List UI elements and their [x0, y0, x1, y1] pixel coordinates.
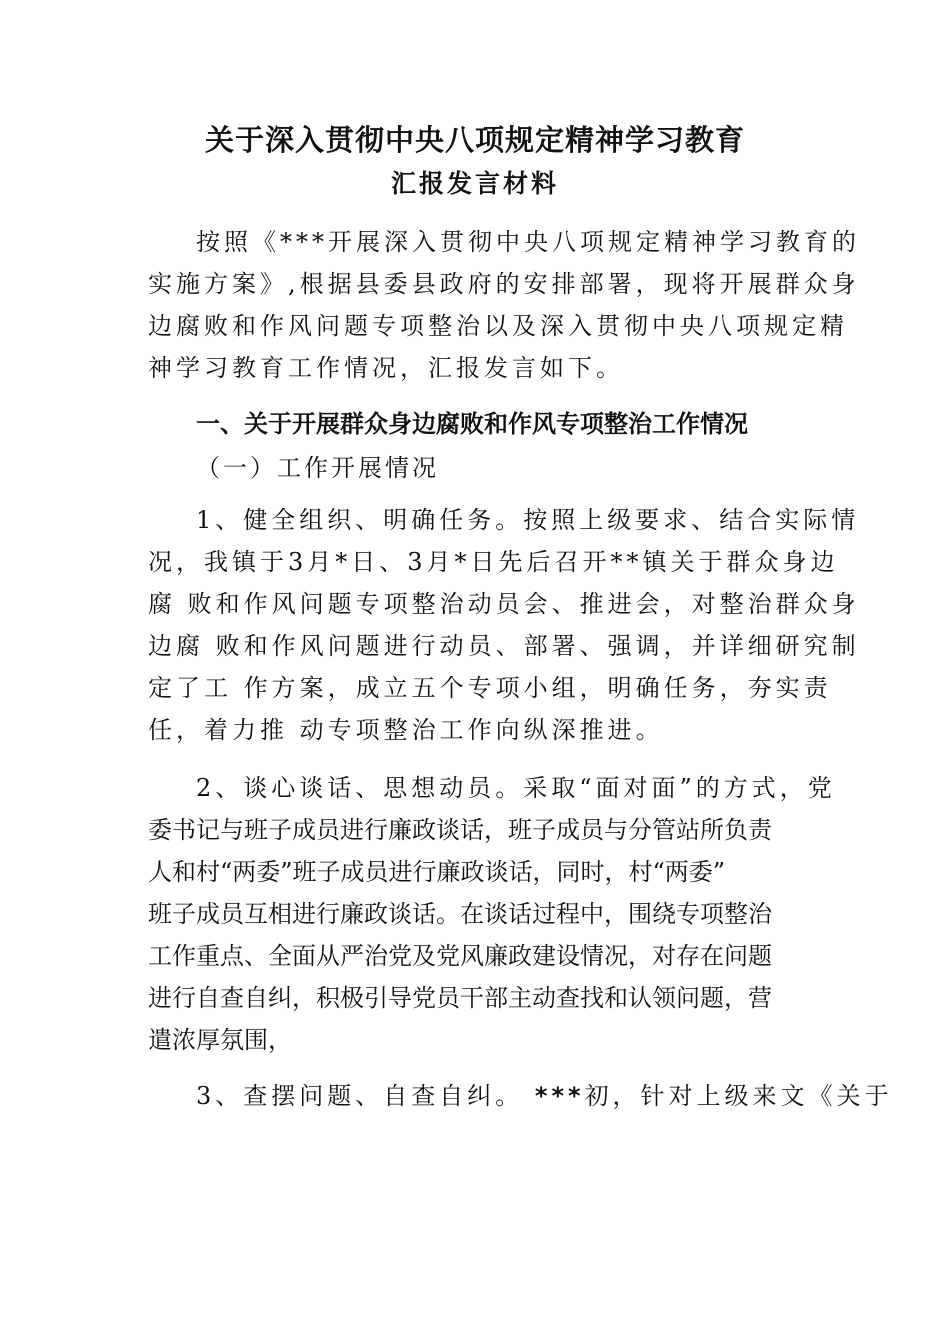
item-2-line-3: 人和村“两委”班子成员进行廉政谈话，同时，村“两委” — [148, 858, 726, 886]
document-subtitle: 汇报发言材料 — [390, 169, 559, 198]
item-1-line-2: 况，我镇于3月*日、3月*日先后召开**镇关于群众身边 — [148, 548, 839, 576]
item-3-prefix: 3、查摆问题、自查自纠。 — [196, 1082, 535, 1110]
item-1-line-3: 腐 败和作风问题专项整治动员会、推进会，对整治群众身 — [148, 590, 860, 618]
item-2-line-2: 委书记与班子成员进行廉政谈话，班子成员与分管站所负责 — [148, 816, 772, 844]
item-3-bold-placeholder: *** — [534, 1082, 585, 1110]
item-3-line-1 — [196, 1076, 893, 1116]
intro-line-4: 神学习教育工作情况，汇报发言如下。 — [148, 354, 624, 382]
intro-line-1: 按照《***开展深入贯彻中央八项规定精神学习教育的 — [196, 228, 860, 256]
intro-line-2: 实施方案》,根据县委县政府的安排部署，现将开展群众身 — [148, 270, 860, 298]
item-2-line-7: 遣浓厚氛围， — [148, 1026, 292, 1054]
document-title: 关于深入贯彻中央八项规定精神学习教育 — [204, 123, 745, 157]
item-1-line-4: 边腐 败和作风问题进行动员、部署、强调，并详细研究制 — [148, 632, 860, 660]
item-1-line-6: 任，着力推 动专项整治工作向纵深推进。 — [148, 716, 664, 744]
item-2-line-4: 班子成员互相进行廉政谈话。在谈话过程中，围绕专项整治 — [148, 900, 772, 928]
item-2-line-1: 2、谈心谈话、思想动员。采取“面对面”的方式，党 — [196, 774, 836, 802]
item-1-line-5: 定了工 作方案，成立五个专项小组，明确任务，夯实责 — [148, 674, 832, 702]
intro-line-3: 边腐败和作风问题专项整治以及深入贯彻中央八项规定精 — [148, 312, 848, 340]
section-1-subheading: （一）工作开展情况 — [196, 454, 439, 482]
item-1-line-1: 1、健全组织、明确任务。按照上级要求、结合实际情 — [196, 506, 860, 534]
item-2-line-6: 进行自查自纠，积极引导党员干部主动查找和认领问题，营 — [148, 984, 772, 1012]
item-2-line-5: 工作重点、全面从严治党及党风廉政建设情况，对存在问题 — [148, 942, 772, 970]
item-3-suffix: 初，针对上级来文《关于 — [584, 1082, 893, 1110]
section-1-heading: 一、关于开展群众身边腐败和作风专项整治工作情况 — [196, 410, 748, 438]
